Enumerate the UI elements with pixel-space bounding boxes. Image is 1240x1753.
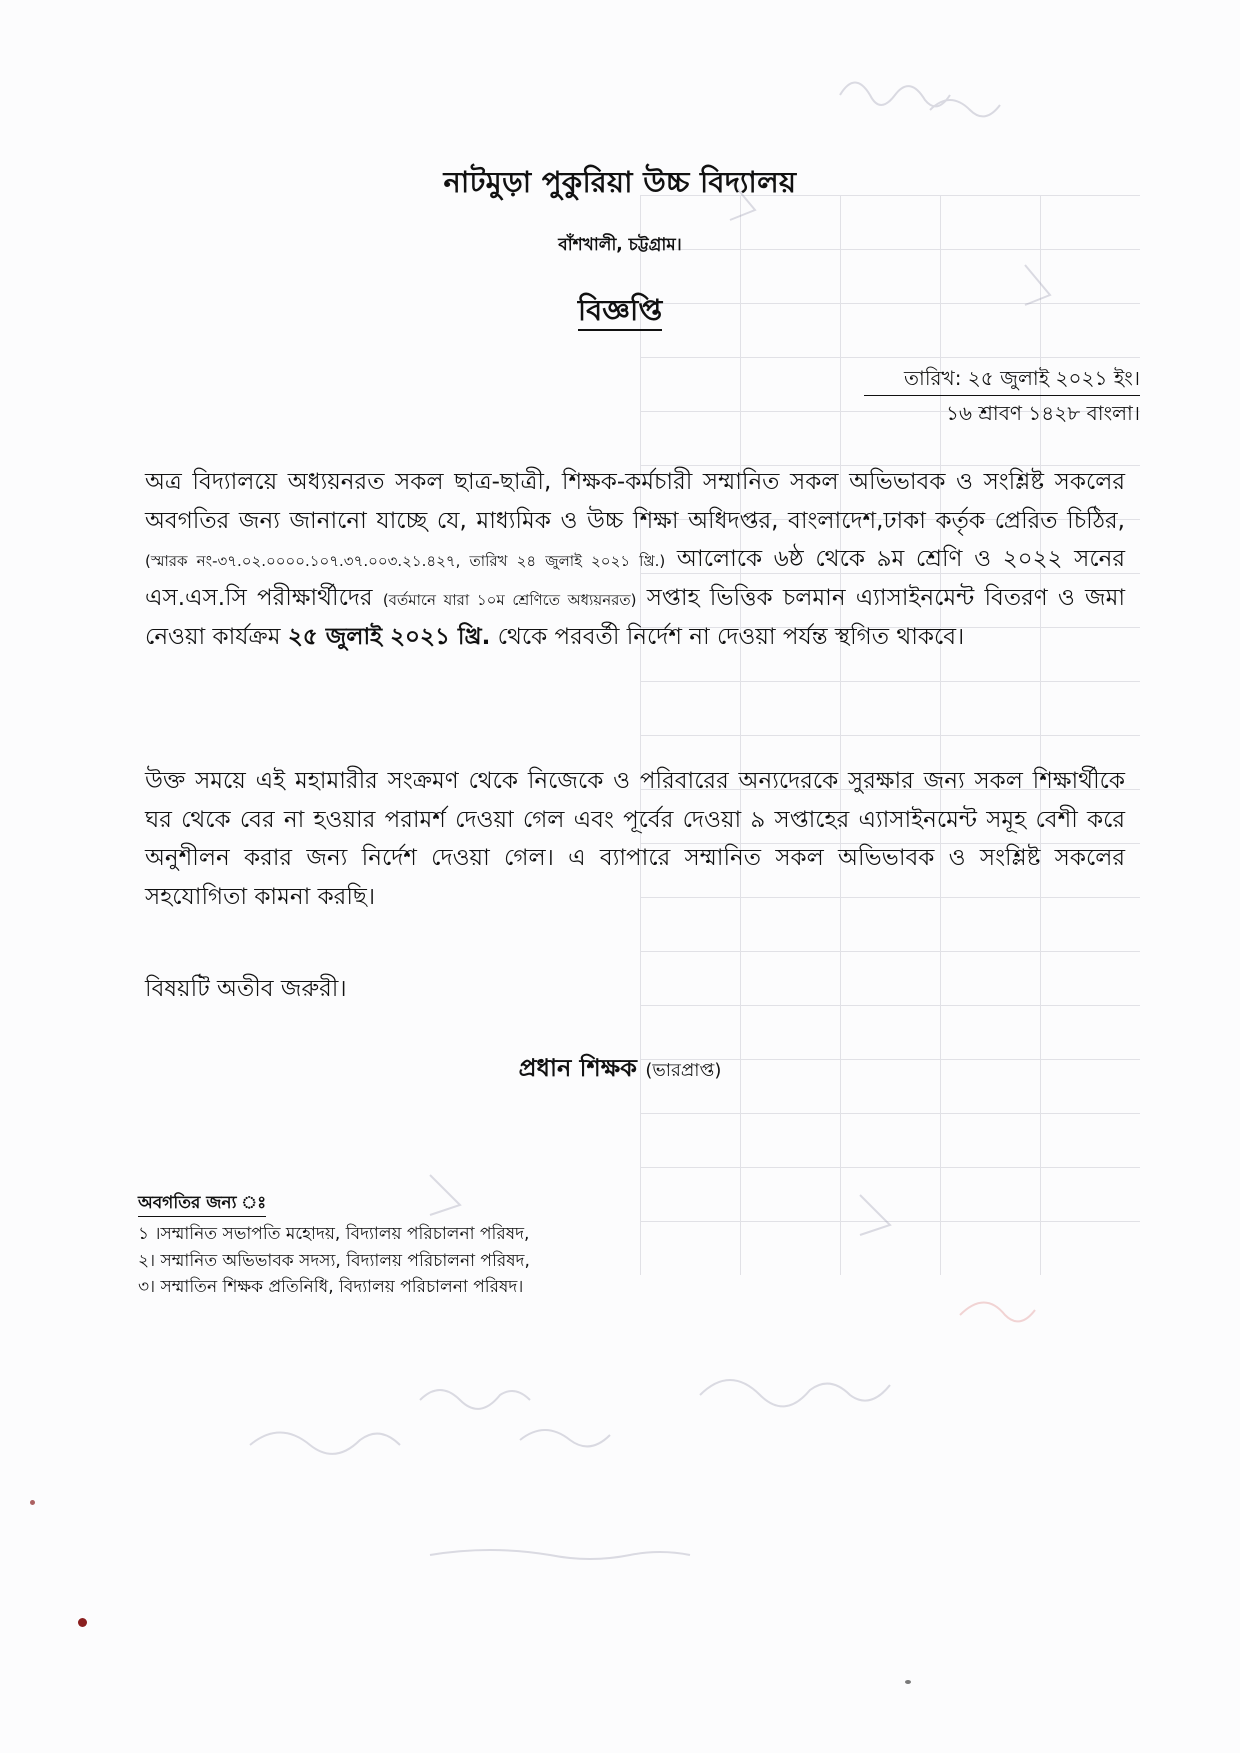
notice-heading-text: বিজ্ঞপ্তি: [578, 293, 662, 331]
para1-suspension: থেকে পরবর্তী নির্দেশ না দেওয়া পর্যন্ত স্থগিত থাকবে।: [497, 623, 965, 650]
signature-role: (ভারপ্রাপ্ত): [645, 1060, 722, 1081]
para1-classes: আলোকে ৬ষ্ঠ থেকে ৯ম শ্রেণি ও ২০২২ সনের এস.এস.সি পরীক্ষার্থীদের: [145, 546, 1125, 611]
ink-stain-dot: [78, 1618, 87, 1627]
suspension-date: ২৫ জুলাই ২০২১ খ্রি.: [287, 623, 491, 650]
body-paragraph-1: [145, 463, 1125, 656]
cc-heading: অবগতির জন্য ঃ: [138, 1190, 266, 1217]
body-paragraph-2: উক্ত সময়ে এই মহামারীর সংক্রমণ থেকে নিজেকে ও পরিবারের অন্যদেরকে সুরক্ষার জন্য সকল শিক্ষার্থীকে ঘর থেকে বের না হওয়ার পরামর্শ দেওয়া গেল এবং পূর্বের দেওয়া ৯ সপ্তাহের এ্যাসাইনমেন্ট সমূহ বেশী করে অনুশীলন করার জন্য নির্দেশ দেওয়া গেল। এ ব্যাপারে সম্মানিত সকল অভিভাবক ও সংশ্লিষ্ট সকলের সহযোগিতা কামনা করছি।: [145, 768, 1125, 910]
memo-reference: (স্মারক নং-৩৭.০২.০০০০.১০৭.৩৭.০০৩.২১.৪২৭, তারিখ ২৪ জুলাই ২০২১ খ্রি.): [145, 552, 666, 571]
para1-assignment: সপ্তাহ ভিত্তিক চলমান এ্যাসাইনমেন্ট বিতরণ ও জমা নেওয়া কার্যক্রম: [145, 584, 1126, 650]
current-class-note: (বর্তমানে যারা ১০ম শ্রেণিতে অধ্যয়নরত): [382, 590, 637, 609]
date-english: তারিখ: ২৫ জুলাই ২০২১ ইং।: [864, 365, 1140, 396]
bleed-through-table: [640, 195, 1140, 1275]
para1-intro: অত্র বিদ্যালয়ে অধ্যয়নরত সকল ছাত্র-ছাত্রী, শিক্ষক-কর্মচারী সম্মানিত সকল অভিভাবক ও সংশ্লিষ্ট সকলের অবগতির জন্য জানানো যাচ্ছে যে, মাধ্যমিক ও উচ্চ শিক্ষা অধিদপ্তর, বাংলাদেশ,ঢাকা কর্তৃক প্রেরিত চিঠির,: [145, 469, 1125, 534]
signature-title: প্রধান শিক্ষক: [518, 1054, 637, 1082]
cc-item: ১ ।সম্মানিত সভাপতি মহোদয়, বিদ্যালয় পরিচালনা পরিষদ,: [138, 1224, 530, 1245]
ink-stain-dot-edge: [905, 1680, 911, 1684]
school-address: বাঁশখালী, চট্টগ্রাম।: [558, 235, 682, 255]
school-name: নাটমুড়া পুকুরিয়া উচ্চ বিদ্যালয়: [443, 165, 797, 199]
date-bangla: ১৬ শ্রাবণ ১৪২৮ বাংলা।: [946, 401, 1140, 425]
ink-stain-dot-small: [30, 1500, 35, 1505]
cc-item: ২। সম্মানিত অভিভাবক সদস্য, বিদ্যালয় পরিচালনা পরিষদ,: [138, 1250, 530, 1271]
cc-item: ৩। সম্মাতিন শিক্ষক প্রতিনিধি, বিদ্যালয় পরিচালনা পরিষদ।: [138, 1277, 524, 1298]
cc-list: [138, 1190, 530, 1300]
body-paragraph-3: বিষয়টি অতীব জরুরী।: [145, 976, 347, 1002]
notice-heading: [0, 288, 1240, 337]
date-block: [864, 365, 1140, 427]
signature-block: [0, 1050, 1240, 1090]
